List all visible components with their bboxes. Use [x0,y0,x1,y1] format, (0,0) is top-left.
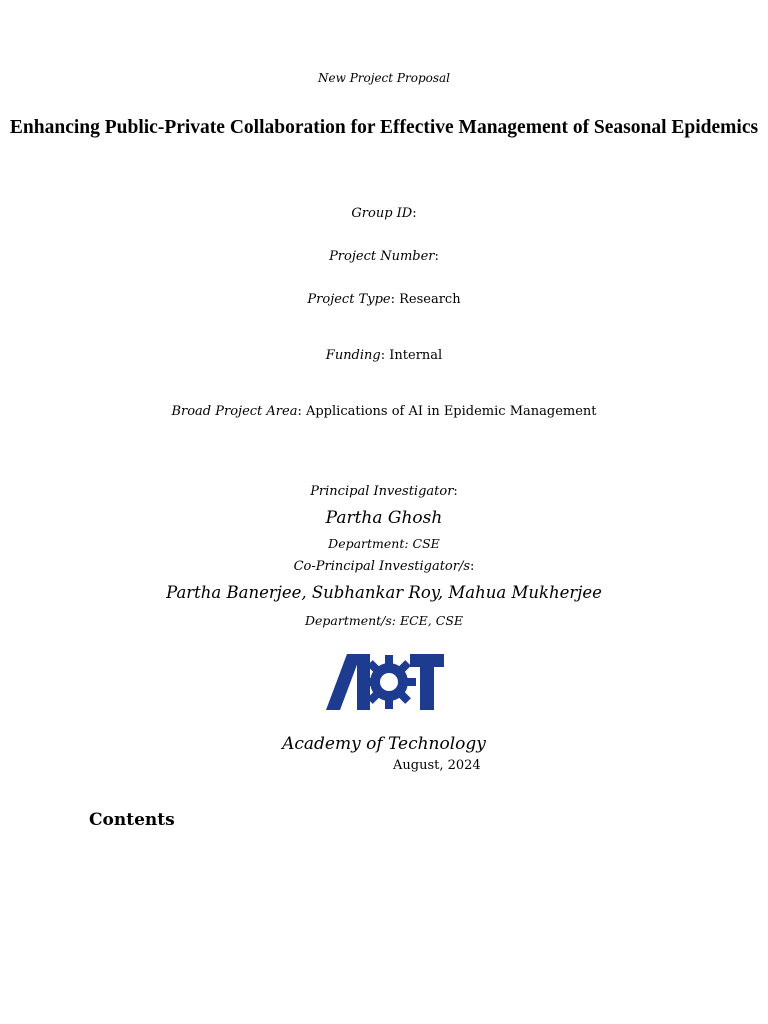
broad-area-value: Applications of AI in Epidemic Management [305,404,597,419]
institution-name: Academy of Technology [282,734,486,754]
pi-name: Partha Ghosh [325,508,443,528]
copi-names: Partha Banerjee, Subhankar Roy, Mahua Mukherjee [166,583,602,602]
proposal-date: August, 2024 [393,758,481,773]
project-number-field: Project Number: [329,249,439,264]
project-type-field: Project Type: Research [307,292,461,307]
project-number-label: Project Number [329,249,435,264]
pi-department: Department: CSE [328,536,440,551]
project-type-label: Project Type [307,292,391,307]
pi-label-line: Principal Investigator: [310,484,458,499]
funding-label: Funding [325,348,381,363]
broad-area-label: Broad Project Area [171,404,298,419]
copi-department: Department/s: ECE, CSE [304,613,464,628]
document-title: Enhancing Public-Private Collaboration for Effective Management of Seasonal Epidemics [9,117,759,138]
proposal-label: New Project Proposal [318,71,450,85]
pi-label: Principal Investigator [310,484,454,499]
broad-area-field: Broad Project Area: Applications of AI in Epidemic Management [171,404,597,419]
aot-logo [326,654,444,710]
project-type-value: Research [399,292,461,307]
funding-field: Funding: Internal [325,348,443,363]
group-id-field: Group ID: [351,206,417,221]
copi-label: Co-Principal Investigator/s [293,559,471,574]
contents-heading: Contents [89,810,175,830]
funding-value: Internal [389,348,443,363]
group-id-label: Group ID [351,206,413,221]
copi-label-line: Co-Principal Investigator/s: [293,559,475,574]
